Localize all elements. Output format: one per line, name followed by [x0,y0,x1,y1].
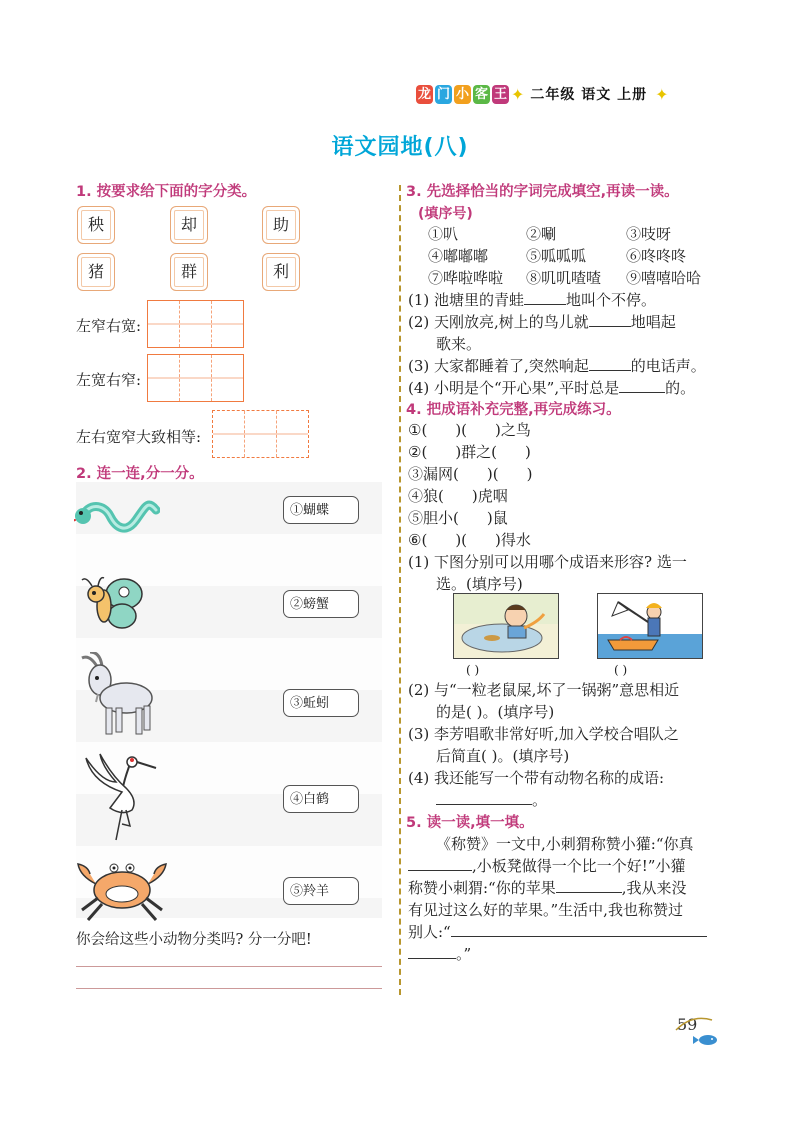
q4-part-2: (2) 与“一粒老鼠屎,坏了一锅粥”意思相近 [408,681,680,699]
q5-line: 。” [408,944,471,965]
fill-blank[interactable] [451,922,707,937]
q4-part-1-cont: 选。(填序号) [436,575,523,593]
page-title: 语文园地(八) [331,135,469,160]
classify-question: 你会给这些小动物分类吗? 分一分吧! [76,932,312,948]
animal-name-box[interactable]: ①蝴蝶 [283,496,359,524]
char-tile: 群 [170,253,208,291]
option-item: ⑤呱呱呱 [526,247,587,265]
q5-line: 别人:“ [408,922,707,943]
series-brand [416,83,669,105]
option-item: ③吱呀 [626,225,672,243]
q4-title: 4. 把成语补充完整,再完成练习。 [406,402,621,418]
char-tile: 秧 [77,206,115,244]
grade-label: 二年级 语文 上册 [530,87,648,103]
q1-title: 1. 按要求给下面的字分类。 [76,184,257,200]
idiom-item[interactable]: ②( )群之( ) [408,443,531,461]
option-item: ①叭 [428,225,459,243]
q5-line: 《称赞》一文中,小刺猬称赞小獾:“你真 [436,835,694,853]
char-tile: 猪 [77,253,115,291]
brand-logo [416,85,511,104]
fill-blank[interactable] [408,856,472,871]
fill-blank[interactable] [408,944,456,959]
animal-name-box[interactable]: ⑤羚羊 [283,877,359,905]
q3-sentence-1: (1) 池塘里的青蛙 地叫个不停。 [408,291,657,309]
writing-grid[interactable] [147,354,244,402]
picture-answer-paren[interactable]: ( ) [614,663,628,677]
fill-blank[interactable] [589,356,631,371]
idiom-item[interactable]: ⑥( )( )得水 [408,531,531,549]
fish-decoration-icon [672,1010,722,1048]
brand-char: 客 [474,86,488,102]
brand-char: 门 [436,86,450,102]
char-tile: 助 [262,206,300,244]
q4-part-3: (3) 李芳唱歌非常好听,加入学校合唱队之 [408,725,679,743]
picture-answer-paren[interactable]: ( ) [466,663,480,677]
fill-blank[interactable] [556,878,622,893]
writing-grid[interactable] [212,410,309,458]
option-item: ⑥咚咚咚 [626,247,687,265]
fill-blank[interactable] [436,790,532,805]
row-label: 左宽右窄: [76,371,142,389]
q3-subtitle: (填序号) [418,206,473,222]
q4-part-4: (4) 我还能写一个带有动物名称的成语: [408,769,665,787]
fill-blank[interactable] [619,378,665,393]
q3-sentence-2: (2) 天刚放亮,树上的鸟儿就 地唱起 [408,313,676,331]
brand-char: 小 [455,86,469,102]
column-divider [399,185,401,995]
option-item: ②唰 [526,225,557,243]
q5-line: 称赞小刺猬:“你的苹果 ,我从来没 [408,879,687,897]
q4-part-2-cont: 的是( )。(填序号) [436,703,555,721]
q4-part-1: (1) 下图分别可以用哪个成语来形容? 选一 [408,553,687,571]
eating-boy-picture [453,593,559,659]
row-label: 左右宽窄大致相等: [76,428,202,446]
goat-icon[interactable] [80,652,160,738]
animal-name-box[interactable]: ③蚯蚓 [283,689,359,717]
option-item: ⑨嘻嘻哈哈 [626,269,702,287]
crane-icon[interactable] [82,752,160,842]
q5-line: ,小板凳做得一个比一个好!”小獾 [408,856,685,877]
q3-sentence-2-cont: 歌来。 [436,335,482,353]
idiom-item[interactable]: ④狼( )虎咽 [408,487,508,505]
idiom-item[interactable]: ⑤胆小( )鼠 [408,509,508,527]
option-item: ⑦哗啦哗啦 [428,269,504,287]
answer-line[interactable] [76,988,382,989]
char-tile: 却 [170,206,208,244]
char-tile: 利 [262,253,300,291]
q5-line: 有见过这么好的苹果。”生活中,我也称赞过 [408,901,683,919]
option-item: ④嘟嘟嘟 [428,247,489,265]
fill-blank[interactable] [589,312,631,327]
idiom-item[interactable]: ③漏网( )( ) [408,465,533,483]
snake-icon[interactable] [74,494,160,542]
animal-name-box[interactable]: ④白鹤 [283,785,359,813]
crab-icon[interactable] [74,854,170,924]
fishing-boy-picture [597,593,703,659]
q5-title: 5. 读一读,填一填。 [406,815,534,831]
butterfly-icon[interactable] [78,576,148,632]
idiom-item[interactable]: ①( )( )之鸟 [408,421,531,439]
fill-blank[interactable] [524,290,566,305]
q3-sentence-3: (3) 大家都睡着了,突然响起 的电话声。 [408,357,706,375]
answer-line[interactable] [76,966,382,967]
page-number-text: 59 [677,1015,698,1034]
row-label: 左窄右宽: [76,317,142,335]
star-icon: ✦ [655,84,669,104]
brand-char: 龙 [417,86,431,102]
q4-part-4-answer: 。 [436,790,547,811]
q3-title: 3. 先选择恰当的字词完成填空,再读一读。 [406,184,679,200]
q3-sentence-4: (4) 小明是个“开心果”,平时总是 的。 [408,379,696,397]
brand-char: 王 [493,86,507,102]
star-icon: ✦ [511,84,525,104]
q4-part-3-cont: 后简直( )。(填序号) [436,747,570,765]
q2-title: 2. 连一连,分一分。 [76,466,204,482]
writing-grid[interactable] [147,300,244,348]
animal-name-box[interactable]: ②螃蟹 [283,590,359,618]
option-item: ⑧叽叽喳喳 [526,269,602,287]
